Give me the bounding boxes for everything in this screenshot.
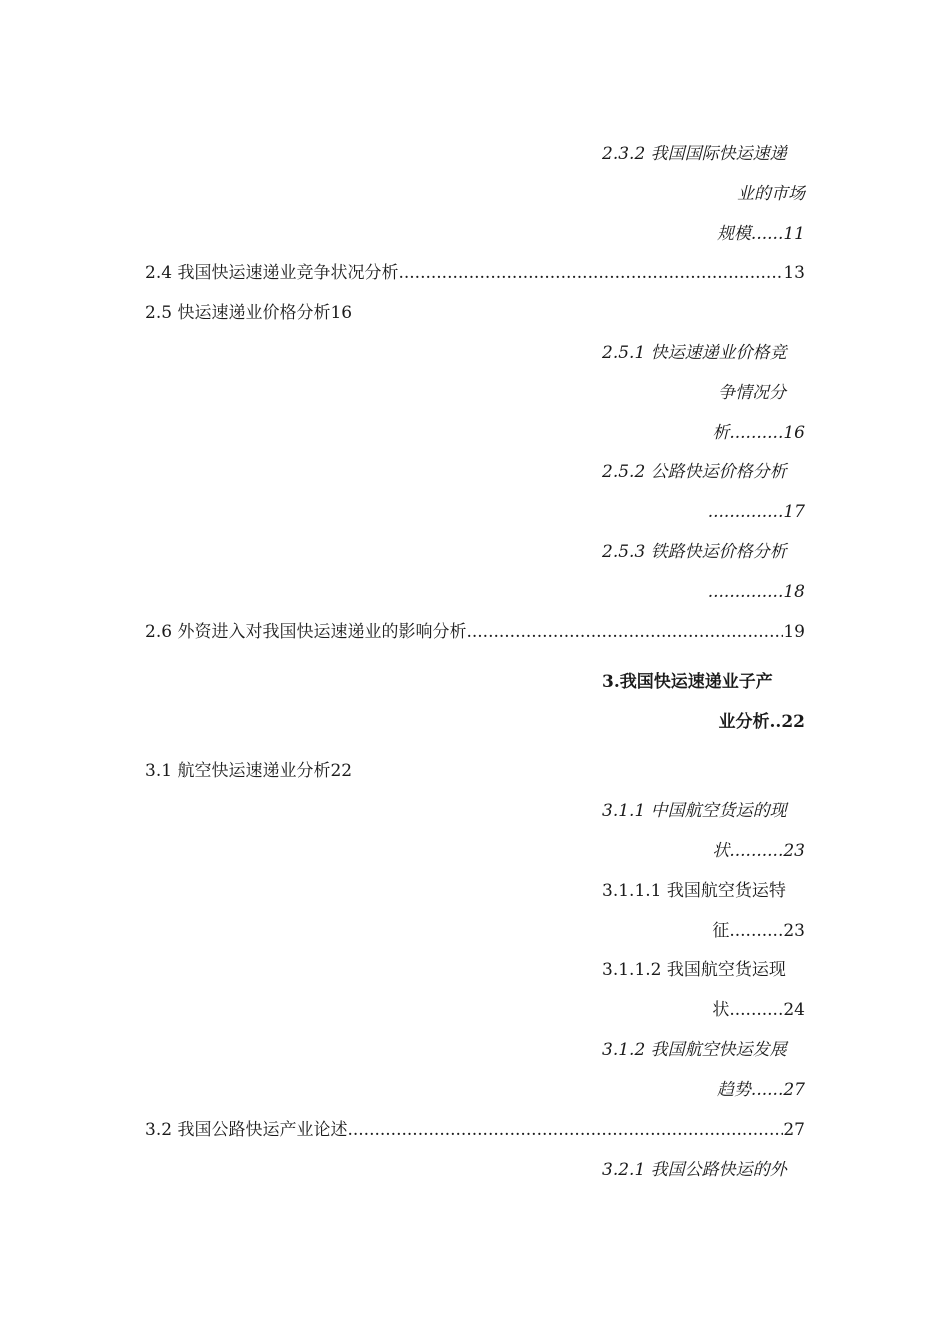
toc-entry-2-5-1-line3[interactable]: 析..........16 [712,423,805,443]
toc-entry-2-5-3-line2[interactable]: ..............18 [707,582,805,602]
toc-chapter-3-line2[interactable]: 业分析..22 [718,712,805,732]
toc-entry-3-1-1-2-line1[interactable]: 3.1.1.2 我国航空货运现 [602,960,786,980]
toc-entry-3-1-1-2-line2[interactable]: 状..........24 [712,1000,805,1020]
toc-entry-3-2[interactable] [145,1119,805,1141]
toc-entry-3-1-1-1-line2[interactable]: 征..........23 [712,921,805,941]
toc-entry-2-6[interactable] [145,621,805,643]
toc-chapter-3-line1[interactable]: 3.我国快运速递业子产 [602,672,773,692]
toc-entry-3-1[interactable]: 3.1 航空快运速递业分析22 [145,761,353,781]
toc-entry-2-5-3-line1[interactable]: 2.5.3 铁路快运价格分析 [602,542,787,562]
toc-entry-3-2-title: 3.2 我国公路快运产业论述 [145,1120,348,1140]
toc-entry-2-5-2-line1[interactable]: 2.5.2 公路快运价格分析 [602,462,787,482]
toc-entry-3-2-1-line1[interactable]: 3.2.1 我国公路快运的外 [602,1160,787,1180]
toc-entry-2-5-1-line1[interactable]: 2.5.1 快运速递业价格竞 [602,343,787,363]
toc-entry-3-1-1-line1[interactable]: 3.1.1 中国航空货运的现 [602,801,787,821]
toc-entry-3-1-1-1-line1[interactable]: 3.1.1.1 我国航空货运特 [602,881,786,901]
toc-entry-2-5[interactable]: 2.5 快运速递业价格分析16 [145,303,353,323]
toc-entry-3-1-1-line2[interactable]: 状..........23 [712,841,805,861]
toc-leader-dots [347,1119,783,1141]
toc-entry-3-1-2-line1[interactable]: 3.1.2 我国航空快运发展 [602,1040,787,1060]
toc-entry-2-5-1-line2[interactable]: 争情况分 [718,383,786,403]
toc-entry-2-4-title: 2.4 我国快运速递业竞争状况分析 [145,263,399,283]
toc-leader-dots [466,621,783,643]
toc-entry-2-3-2-line2[interactable]: 业的市场 [737,184,805,204]
toc-entry-2-5-2-line2[interactable]: ..............17 [707,502,805,522]
toc-entry-2-3-2-line3[interactable]: 规模......11 [716,224,805,244]
toc-entry-2-4-page: 13 [783,263,805,283]
toc-entry-2-3-2-line1[interactable]: 2.3.2 我国国际快运速递 [602,144,787,164]
toc-leader-dots [398,262,783,284]
toc-entry-2-4[interactable] [145,262,805,284]
toc-entry-2-6-page: 19 [783,622,805,642]
toc-entry-3-1-2-line2[interactable]: 趋势......27 [716,1080,805,1100]
toc-entry-2-6-title: 2.6 外资进入对我国快运速递业的影响分析 [145,622,467,642]
toc-entry-3-2-page: 27 [783,1120,805,1140]
